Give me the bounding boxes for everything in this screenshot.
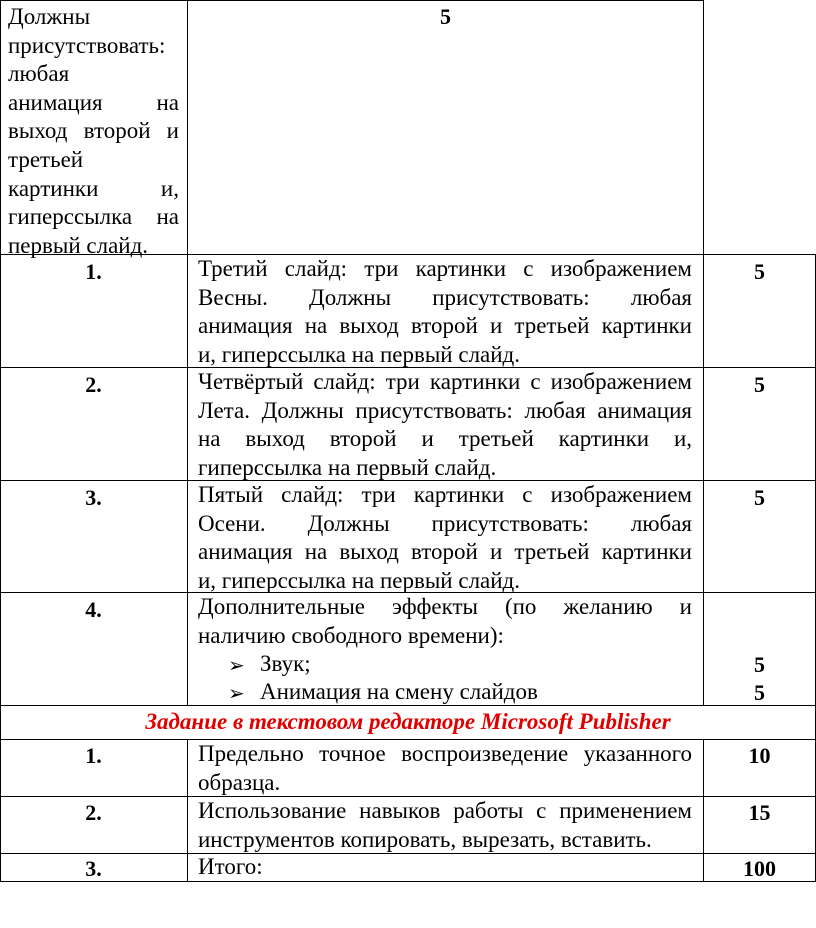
- bullet-score: 5: [754, 652, 765, 677]
- text-line: инструментов копировать, вырезать, вставить.: [198, 826, 652, 852]
- row-number: 4.: [85, 597, 102, 622]
- rule: [0, 0, 703, 1]
- row-score: 5: [754, 259, 765, 284]
- top-row-description: [8, 3, 179, 260]
- row-score: 15: [748, 800, 771, 825]
- row-description: [198, 740, 692, 797]
- row-number: 1.: [85, 743, 102, 768]
- row-number: 2.: [85, 800, 102, 825]
- rule: [187, 739, 188, 882]
- bullet-score: 5: [754, 680, 765, 705]
- text-line: Итого:: [198, 854, 263, 879]
- text-line: Использование навыков работы с применением: [198, 798, 692, 823]
- text-line: и, гиперссылка на первый слайд.: [198, 567, 521, 593]
- text-line: образца.: [198, 769, 281, 795]
- text-line: выход второй и: [8, 118, 179, 144]
- text-line: картинки и,: [8, 175, 179, 201]
- bullet-item: Звук;: [260, 651, 311, 676]
- text-line: Четвёртый слайд: три картинки с изображением: [198, 369, 692, 394]
- text-line: анимация на выход второй и третьей картинки: [198, 539, 692, 565]
- section-title: Задание в текстовом редакторе Microsoft Publisher: [145, 709, 671, 734]
- row-description: [198, 853, 692, 882]
- text-line: анимация на: [8, 89, 179, 115]
- bullet-item: Анимация на смену слайдов: [260, 679, 538, 704]
- row-description: [198, 368, 692, 482]
- text-line: Третий слайд: три картинки с изображением: [198, 256, 692, 281]
- row-description: [198, 481, 692, 595]
- text-line: гиперссылка на: [8, 204, 179, 230]
- row-number: 3.: [85, 856, 102, 881]
- text-line: и, гиперссылка на первый слайд.: [198, 341, 521, 367]
- row-number: 3.: [85, 485, 102, 510]
- text-line: анимация на выход второй и третьей картинки: [198, 313, 692, 339]
- row-score: 5: [754, 485, 765, 510]
- arrowhead-bullet-icon: ➢: [228, 681, 245, 705]
- text-line: Должны: [8, 4, 91, 29]
- text-line: гиперссылка на первый слайд.: [198, 454, 497, 480]
- rule: [703, 0, 704, 705]
- row-score: 5: [754, 372, 765, 397]
- rule: [187, 0, 188, 705]
- text-line: Лета. Должны присутствовать: любая анимация: [198, 397, 692, 423]
- text-line: наличию свободного времени):: [198, 622, 504, 648]
- text-line: Дополнительные эффекты (по желанию и: [198, 594, 692, 619]
- arrowhead-bullet-icon: ➢: [228, 653, 245, 677]
- text-line: Осени. Должны присутствовать: любая: [198, 510, 692, 536]
- total-score: 100: [743, 856, 776, 881]
- text-line: первый слайд.: [8, 232, 149, 258]
- text-line: любая: [8, 61, 70, 87]
- row-number: 1.: [85, 259, 102, 284]
- text-line: на выход второй и третьей картинки и,: [198, 426, 692, 452]
- text-line: Предельно точное воспроизведение указанного: [198, 741, 692, 766]
- text-line: Весны. Должны присутствовать: любая: [198, 284, 692, 310]
- row-description: [198, 255, 692, 369]
- row-score: 10: [748, 743, 771, 768]
- text-line: Пятый слайд: три картинки с изображением: [198, 482, 692, 507]
- row-number: 2.: [85, 372, 102, 397]
- row-description: [198, 797, 692, 854]
- text-line: присутствовать:: [8, 32, 166, 58]
- text-line: третьей: [8, 146, 84, 172]
- row-description: [198, 593, 692, 650]
- top-row-score: 5: [440, 4, 451, 29]
